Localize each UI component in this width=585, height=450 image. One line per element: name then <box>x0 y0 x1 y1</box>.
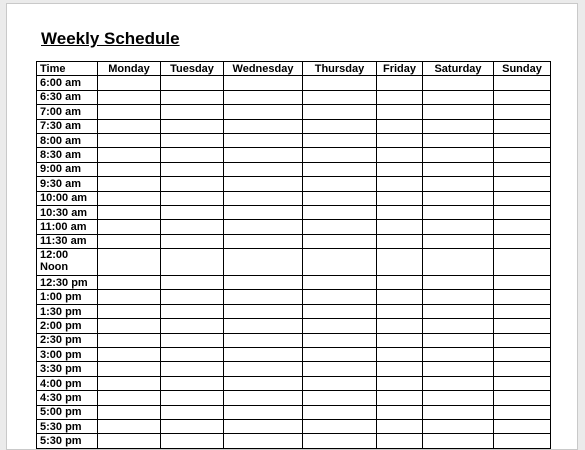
schedule-cell[interactable] <box>423 119 494 133</box>
schedule-cell[interactable] <box>303 276 377 290</box>
schedule-cell[interactable] <box>224 391 303 405</box>
schedule-cell[interactable] <box>98 333 161 347</box>
column-header-time: Time <box>37 62 98 76</box>
column-header-friday: Friday <box>377 62 423 76</box>
schedule-cell[interactable] <box>494 162 551 176</box>
schedule-cell[interactable] <box>423 290 494 304</box>
schedule-cell[interactable] <box>377 276 423 290</box>
schedule-cell[interactable] <box>224 319 303 333</box>
schedule-cell[interactable] <box>377 333 423 347</box>
time-cell: 6:30 am <box>37 90 98 104</box>
schedule-cell[interactable] <box>423 362 494 376</box>
table-row <box>37 391 551 405</box>
time-cell: 4:00 pm <box>37 376 98 390</box>
schedule-cell[interactable] <box>161 220 224 234</box>
time-cell: 1:30 pm <box>37 304 98 318</box>
time-cell: 10:00 am <box>37 191 98 205</box>
table-row <box>37 105 551 119</box>
schedule-cell[interactable] <box>303 405 377 419</box>
schedule-cell[interactable] <box>303 177 377 191</box>
schedule-cell[interactable] <box>377 205 423 219</box>
schedule-cell[interactable] <box>224 162 303 176</box>
schedule-cell[interactable] <box>98 191 161 205</box>
schedule-cell[interactable] <box>161 119 224 133</box>
schedule-cell[interactable] <box>494 90 551 104</box>
schedule-cell[interactable] <box>423 133 494 147</box>
table-row <box>37 177 551 191</box>
schedule-cell[interactable] <box>494 405 551 419</box>
schedule-cell[interactable] <box>377 76 423 90</box>
schedule-cell[interactable] <box>377 319 423 333</box>
schedule-cell[interactable] <box>224 177 303 191</box>
schedule-cell[interactable] <box>423 391 494 405</box>
schedule-cell[interactable] <box>494 391 551 405</box>
schedule-cell[interactable] <box>494 105 551 119</box>
table-row <box>37 205 551 219</box>
table-row <box>37 276 551 290</box>
time-cell: 8:00 am <box>37 133 98 147</box>
schedule-cell[interactable] <box>423 348 494 362</box>
schedule-cell[interactable] <box>303 362 377 376</box>
schedule-cell[interactable] <box>224 234 303 248</box>
schedule-cell[interactable] <box>377 362 423 376</box>
schedule-cell[interactable] <box>423 333 494 347</box>
schedule-cell[interactable] <box>303 376 377 390</box>
schedule-cell[interactable] <box>494 319 551 333</box>
schedule-cell[interactable] <box>303 419 377 433</box>
schedule-cell[interactable] <box>224 419 303 433</box>
table-row <box>37 333 551 347</box>
schedule-cell[interactable] <box>161 362 224 376</box>
schedule-cell[interactable] <box>224 376 303 390</box>
table-row <box>37 319 551 333</box>
schedule-cell[interactable] <box>98 376 161 390</box>
time-cell: 5:30 pm <box>37 434 98 448</box>
schedule-cell[interactable] <box>423 304 494 318</box>
schedule-cell[interactable] <box>303 290 377 304</box>
schedule-cell[interactable] <box>98 90 161 104</box>
schedule-cell[interactable] <box>161 391 224 405</box>
schedule-cell[interactable] <box>303 234 377 248</box>
schedule-cell[interactable] <box>494 276 551 290</box>
schedule-cell[interactable] <box>377 90 423 104</box>
schedule-cell[interactable] <box>377 220 423 234</box>
schedule-cell[interactable] <box>494 133 551 147</box>
table-row <box>37 419 551 433</box>
table-row <box>37 162 551 176</box>
schedule-cell[interactable] <box>494 177 551 191</box>
table-row <box>37 434 551 448</box>
schedule-cell[interactable] <box>423 419 494 433</box>
schedule-cell[interactable] <box>377 348 423 362</box>
schedule-cell[interactable] <box>377 304 423 318</box>
schedule-cell[interactable] <box>494 191 551 205</box>
schedule-cell[interactable] <box>98 319 161 333</box>
schedule-cell[interactable] <box>303 220 377 234</box>
schedule-cell[interactable] <box>303 90 377 104</box>
schedule-cell[interactable] <box>303 249 377 276</box>
schedule-cell[interactable] <box>224 205 303 219</box>
time-cell: 9:00 am <box>37 162 98 176</box>
table-row <box>37 362 551 376</box>
schedule-cell[interactable] <box>98 234 161 248</box>
schedule-cell[interactable] <box>224 90 303 104</box>
table-row <box>37 405 551 419</box>
time-cell: 11:30 am <box>37 234 98 248</box>
schedule-cell[interactable] <box>98 119 161 133</box>
schedule-cell[interactable] <box>494 434 551 448</box>
schedule-cell[interactable] <box>377 405 423 419</box>
schedule-cell[interactable] <box>377 234 423 248</box>
schedule-cell[interactable] <box>98 405 161 419</box>
table-row <box>37 191 551 205</box>
schedule-cell[interactable] <box>423 276 494 290</box>
schedule-cell[interactable] <box>303 391 377 405</box>
time-cell: 7:30 am <box>37 119 98 133</box>
table-row <box>37 290 551 304</box>
schedule-cell[interactable] <box>161 319 224 333</box>
schedule-cell[interactable] <box>161 348 224 362</box>
schedule-cell[interactable] <box>224 434 303 448</box>
table-row <box>37 249 551 276</box>
schedule-cell[interactable] <box>494 348 551 362</box>
schedule-cell[interactable] <box>224 333 303 347</box>
table-row <box>37 76 551 90</box>
schedule-cell[interactable] <box>377 191 423 205</box>
column-header-wednesday: Wednesday <box>224 62 303 76</box>
schedule-cell[interactable] <box>494 419 551 433</box>
schedule-cell[interactable] <box>494 148 551 162</box>
schedule-cell[interactable] <box>303 434 377 448</box>
schedule-cell[interactable] <box>98 348 161 362</box>
schedule-cell[interactable] <box>423 220 494 234</box>
schedule-cell[interactable] <box>161 405 224 419</box>
schedule-cell[interactable] <box>98 304 161 318</box>
time-cell: 10:30 am <box>37 205 98 219</box>
schedule-cell[interactable] <box>423 105 494 119</box>
column-header-sunday: Sunday <box>494 62 551 76</box>
schedule-cell[interactable] <box>224 105 303 119</box>
schedule-cell[interactable] <box>423 234 494 248</box>
time-cell: 12:00 Noon <box>37 249 98 276</box>
schedule-cell[interactable] <box>423 376 494 390</box>
schedule-cell[interactable] <box>377 391 423 405</box>
schedule-cell[interactable] <box>98 362 161 376</box>
column-header-saturday: Saturday <box>423 62 494 76</box>
schedule-cell[interactable] <box>423 148 494 162</box>
time-cell: 1:00 pm <box>37 290 98 304</box>
table-row <box>37 304 551 318</box>
time-cell: 9:30 am <box>37 177 98 191</box>
schedule-cell[interactable] <box>98 162 161 176</box>
document-title: Weekly Schedule <box>41 29 180 48</box>
time-cell: 11:00 am <box>37 220 98 234</box>
schedule-cell[interactable] <box>303 304 377 318</box>
schedule-cell[interactable] <box>494 249 551 276</box>
schedule-cell[interactable] <box>161 105 224 119</box>
time-cell: 5:30 pm <box>37 419 98 433</box>
table-row <box>37 220 551 234</box>
schedule-cell[interactable] <box>494 376 551 390</box>
schedule-cell[interactable] <box>224 148 303 162</box>
table-row <box>37 90 551 104</box>
schedule-cell[interactable] <box>98 419 161 433</box>
schedule-cell[interactable] <box>303 76 377 90</box>
table-row <box>37 348 551 362</box>
schedule-cell[interactable] <box>303 348 377 362</box>
schedule-cell[interactable] <box>377 290 423 304</box>
weekly-schedule-table <box>36 61 551 449</box>
schedule-cell[interactable] <box>494 76 551 90</box>
schedule-cell[interactable] <box>161 76 224 90</box>
schedule-cell[interactable] <box>224 76 303 90</box>
schedule-cell[interactable] <box>161 419 224 433</box>
schedule-cell[interactable] <box>494 119 551 133</box>
schedule-cell[interactable] <box>377 105 423 119</box>
schedule-cell[interactable] <box>377 434 423 448</box>
schedule-cell[interactable] <box>303 333 377 347</box>
schedule-cell[interactable] <box>161 376 224 390</box>
schedule-cell[interactable] <box>161 162 224 176</box>
schedule-cell[interactable] <box>423 177 494 191</box>
schedule-cell[interactable] <box>224 249 303 276</box>
schedule-cell[interactable] <box>423 434 494 448</box>
schedule-cell[interactable] <box>224 290 303 304</box>
schedule-cell[interactable] <box>98 148 161 162</box>
schedule-cell[interactable] <box>303 319 377 333</box>
schedule-cell[interactable] <box>98 220 161 234</box>
schedule-cell[interactable] <box>98 276 161 290</box>
schedule-cell[interactable] <box>423 76 494 90</box>
schedule-cell[interactable] <box>161 234 224 248</box>
table-row <box>37 119 551 133</box>
schedule-cell[interactable] <box>224 405 303 419</box>
schedule-cell[interactable] <box>303 105 377 119</box>
schedule-cell[interactable] <box>423 405 494 419</box>
schedule-cell[interactable] <box>377 177 423 191</box>
time-cell: 7:00 am <box>37 105 98 119</box>
schedule-cell[interactable] <box>423 162 494 176</box>
schedule-cell[interactable] <box>303 133 377 147</box>
time-cell: 4:30 pm <box>37 391 98 405</box>
schedule-cell[interactable] <box>161 205 224 219</box>
schedule-cell[interactable] <box>98 391 161 405</box>
schedule-cell[interactable] <box>377 376 423 390</box>
time-cell: 2:00 pm <box>37 319 98 333</box>
schedule-cell[interactable] <box>494 234 551 248</box>
schedule-cell[interactable] <box>161 276 224 290</box>
schedule-cell[interactable] <box>494 220 551 234</box>
schedule-cell[interactable] <box>98 434 161 448</box>
schedule-cell[interactable] <box>98 177 161 191</box>
schedule-cell[interactable] <box>423 191 494 205</box>
time-cell: 2:30 pm <box>37 333 98 347</box>
table-row <box>37 376 551 390</box>
schedule-cell[interactable] <box>423 319 494 333</box>
column-header-thursday: Thursday <box>303 62 377 76</box>
column-header-monday: Monday <box>98 62 161 76</box>
schedule-cell[interactable] <box>224 362 303 376</box>
time-cell: 3:00 pm <box>37 348 98 362</box>
time-cell: 6:00 am <box>37 76 98 90</box>
schedule-cell[interactable] <box>224 119 303 133</box>
schedule-cell[interactable] <box>161 90 224 104</box>
schedule-cell[interactable] <box>303 191 377 205</box>
schedule-cell[interactable] <box>303 205 377 219</box>
header-row <box>37 62 551 76</box>
table-row <box>37 234 551 248</box>
document-page <box>6 3 578 450</box>
schedule-cell[interactable] <box>98 205 161 219</box>
schedule-cell[interactable] <box>161 290 224 304</box>
schedule-cell[interactable] <box>423 205 494 219</box>
schedule-cell[interactable] <box>161 177 224 191</box>
table-row <box>37 133 551 147</box>
schedule-cell[interactable] <box>161 434 224 448</box>
schedule-cell[interactable] <box>494 333 551 347</box>
schedule-cell[interactable] <box>98 105 161 119</box>
schedule-cell[interactable] <box>494 304 551 318</box>
schedule-cell[interactable] <box>303 119 377 133</box>
schedule-cell[interactable] <box>224 191 303 205</box>
schedule-cell[interactable] <box>98 76 161 90</box>
schedule-cell[interactable] <box>377 162 423 176</box>
schedule-cell[interactable] <box>161 191 224 205</box>
schedule-cell[interactable] <box>494 362 551 376</box>
schedule-cell[interactable] <box>377 249 423 276</box>
schedule-cell[interactable] <box>224 220 303 234</box>
schedule-body <box>37 76 551 448</box>
schedule-cell[interactable] <box>494 205 551 219</box>
time-cell: 8:30 am <box>37 148 98 162</box>
schedule-cell[interactable] <box>161 148 224 162</box>
schedule-cell[interactable] <box>303 162 377 176</box>
schedule-cell[interactable] <box>423 249 494 276</box>
schedule-cell[interactable] <box>224 133 303 147</box>
schedule-cell[interactable] <box>303 148 377 162</box>
time-cell: 3:30 pm <box>37 362 98 376</box>
table-row <box>37 148 551 162</box>
schedule-cell[interactable] <box>224 348 303 362</box>
schedule-cell[interactable] <box>98 290 161 304</box>
schedule-cell[interactable] <box>377 119 423 133</box>
schedule-cell[interactable] <box>224 304 303 318</box>
schedule-cell[interactable] <box>98 249 161 276</box>
schedule-cell[interactable] <box>161 133 224 147</box>
schedule-cell[interactable] <box>161 249 224 276</box>
schedule-cell[interactable] <box>161 333 224 347</box>
column-header-tuesday: Tuesday <box>161 62 224 76</box>
schedule-cell[interactable] <box>494 290 551 304</box>
schedule-cell[interactable] <box>98 133 161 147</box>
schedule-cell[interactable] <box>377 133 423 147</box>
time-cell: 12:30 pm <box>37 276 98 290</box>
schedule-cell[interactable] <box>224 276 303 290</box>
schedule-cell[interactable] <box>377 419 423 433</box>
schedule-cell[interactable] <box>423 90 494 104</box>
time-cell: 5:00 pm <box>37 405 98 419</box>
schedule-cell[interactable] <box>161 304 224 318</box>
schedule-cell[interactable] <box>377 148 423 162</box>
